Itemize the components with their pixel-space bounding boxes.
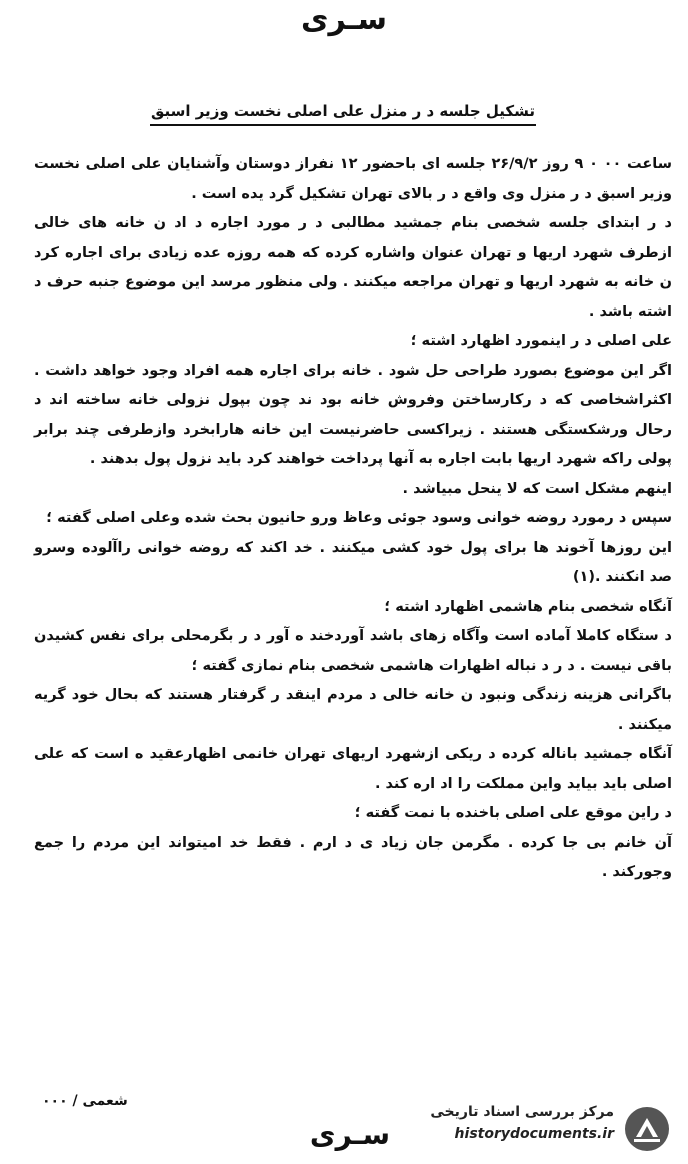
paragraph: علی اصلی د ر اینمورد اظهارد اشته ؛ xyxy=(410,333,672,349)
secret-stamp-bottom: سـرى xyxy=(309,1118,391,1151)
paragraph: آنگاه جمشید باناله کرده د ریکی ازشهرد اریهای تهران خانمی اظهارعقید ه است که علی اصلی باید بیاید واین مملکت را اد اره کند . xyxy=(34,746,672,792)
paragraph: آن خانم بی جا کرده . مگرمن جان زیاد ی د ارم . فقط خد امیتواند این مردم را جمع وجورکند . xyxy=(34,834,672,880)
paragraph: د ستگاه کاملا آماده است وآگاه زهای باشد آوردخند ه آور د ر بگرمحلی برای نفس کشیدن باقی نیست . د ر د نباله اظهارات هاشمی شخصی بنام نمازی گفته ؛ xyxy=(34,628,672,674)
document-title: تشکیل جلسه د ر منزل علی اصلی نخست وزیر اسبق xyxy=(150,100,536,126)
paragraph: سپس د رمورد روضه خوانی وسود جوئی وعاظ ورو حانیون بحث شده وعلی اصلی گفته ؛ xyxy=(46,510,672,526)
paragraph: اگر این موضوع بصورد طراحی حل شود . خانه برای اجاره همه افراد وجود خواهد داشت . اکثراشخاصی که د رکارساختن وفروش خانه بود ند چون بپول نزولی خانه ساخته اند د رحال ورشکستگی هستند . زیراکسی حاضرنیست این خانه هارابخرد وازطرفی چند برابر پولی راکه شهرد اریها بابت اجاره به آنها پرداخت خواهند کرد باید نزول پول بدهند . xyxy=(34,362,672,467)
paragraph: این روزها آخوند ها برای پول خود کشی میکنند . خد اکند که روضه خوانی راآلوده وسرو صد انکنند .(۱) xyxy=(34,539,672,585)
footer-code: ۰۰۰ / شعمی xyxy=(42,1093,128,1109)
document-body xyxy=(34,150,672,888)
paragraph: د ر ابتدای جلسه شخصی بنام جمشید مطالبی د ر مورد اجاره د اد ن خانه های خالی ازطرف شهرد اریها و تهران عنوان واشاره کرده که همه روزه عده زیادی برای اجاره کرد ن خانه به شهرد اریها و تهران مراجعه میکنند . ولی منظور مرسد این موضوع جنبه حرف د اشته باشد . xyxy=(34,215,672,320)
secret-stamp-top: سـرى xyxy=(301,2,387,37)
paragraph: باگرانی هزینه زندگی ونبود ن خانه خالی د مردم اینقد ر گرفتار هستند که بحال خود گریه میکنند . xyxy=(34,687,672,733)
paragraph: اینهم مشکل است که لا ینحل مبیاشد . xyxy=(402,480,672,497)
paragraph: د راین موقع علی اصلی باخنده با نمت گفته ؛ xyxy=(354,805,672,821)
watermark-url: historydocuments.ir xyxy=(454,1126,614,1142)
watermark xyxy=(420,1098,680,1158)
watermark-title: مرکز بررسی اسناد تاریخی xyxy=(430,1104,614,1120)
archive-logo-icon xyxy=(622,1104,672,1154)
paragraph: آنگاه شخصی بنام هاشمی اظهارد اشته ؛ xyxy=(384,598,672,615)
paragraph: ساعت ۰۰ ۰ ۹ روز ۲۶/۹/۲ جلسه ای باحضور ۱۲ نفراز دوستان وآشنایان علی اصلی نخست وزیر اسبق د ر منزل وی واقع د ر بالای تهران تشکیل گرد یده است . xyxy=(34,156,672,202)
